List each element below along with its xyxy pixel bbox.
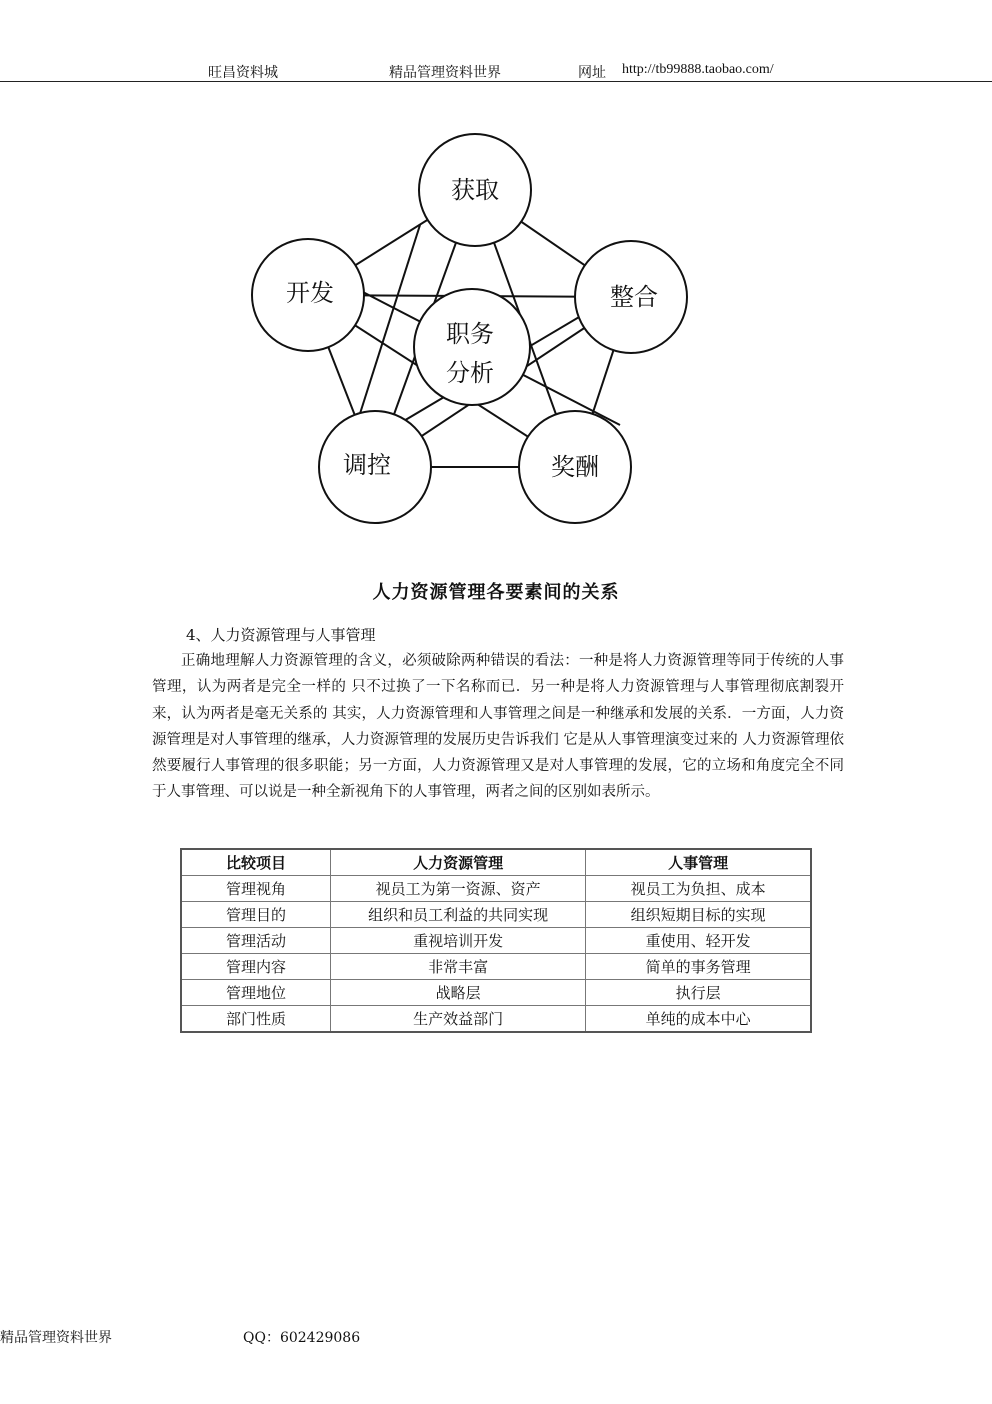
table-row <box>181 876 811 902</box>
header-site-name: 旺昌资料城 <box>208 65 278 81</box>
label-bottom-right: 奖酬 <box>551 453 599 481</box>
table-cell: 视员工为第一资源、资产 <box>331 876 586 902</box>
table-cell: 重使用、轻开发 <box>586 928 811 954</box>
table-cell: 战略层 <box>331 980 586 1006</box>
table-cell: 重视培训开发 <box>331 928 586 954</box>
diagram-svg <box>230 125 710 565</box>
page-header <box>0 60 992 82</box>
table-row <box>181 1006 811 1033</box>
table-cell: 组织和员工利益的共同实现 <box>331 902 586 928</box>
header-divider <box>0 81 992 82</box>
header-url-label: 网址 <box>578 65 606 81</box>
diagram-caption: 人力资源管理各要素间的关系 <box>372 582 620 603</box>
table-cell: 生产效益部门 <box>331 1006 586 1033</box>
table-cell: 单纯的成本中心 <box>586 1006 811 1033</box>
label-left: 开发 <box>286 279 334 307</box>
table-header-cell: 人事管理 <box>586 849 811 876</box>
table-cell: 执行层 <box>586 980 811 1006</box>
label-center-line2: 分析 <box>446 359 494 387</box>
table-cell: 简单的事务管理 <box>586 954 811 980</box>
table-row <box>181 902 811 928</box>
footer-tagline: 精品管理资料世界 <box>0 1330 112 1346</box>
table-cell: 管理地位 <box>181 980 331 1006</box>
table-cell: 非常丰富 <box>331 954 586 980</box>
comparison-table <box>180 848 812 1033</box>
table-cell: 组织短期目标的实现 <box>586 902 811 928</box>
label-center-line1: 职务 <box>446 320 494 348</box>
table-cell: 管理目的 <box>181 902 331 928</box>
table-cell: 管理活动 <box>181 928 331 954</box>
hrm-elements-diagram <box>230 125 710 565</box>
label-bottom-left: 调控 <box>343 451 391 479</box>
table-cell: 视员工为负担、成本 <box>586 876 811 902</box>
table-row <box>181 980 811 1006</box>
header-tagline: 精品管理资料世界 <box>389 65 501 81</box>
table-cell: 部门性质 <box>181 1006 331 1033</box>
table-row <box>181 928 811 954</box>
label-right: 整合 <box>610 283 658 311</box>
footer-qq: QQ：602429086 <box>243 1330 361 1346</box>
table-header-row <box>181 849 811 876</box>
label-top: 获取 <box>451 176 499 204</box>
table-cell: 管理视角 <box>181 876 331 902</box>
table-row <box>181 954 811 980</box>
section-heading: 4、人力资源管理与人事管理 <box>186 626 376 644</box>
table-header-cell: 比较项目 <box>181 849 331 876</box>
header-url[interactable]: http://tb99888.taobao.com/ <box>622 62 774 77</box>
table-header-cell: 人力资源管理 <box>331 849 586 876</box>
body-paragraph: 正确地理解人力资源管理的含义，必须破除两种错误的看法：一种是将人力资源管理等同于传统的人事管理，认为两者是完全一样的 只不过换了一下名称而已．另一种是将人力资源管理与人事管理彻底割裂开来，认为两者是毫无关系的 其实，人力资源管理和人事管理之间是一种继承和发展的关系．一方面，人力资源管理是对人事管理的继承，人力资源管理的发展历史告诉我们 它是从人事管理演变过来的 人力资源管理依然要履行人事管理的很多职能；另一方面，人力资源管理又是对人事管理的发展，它的立场和角度完全不同于人事管理、可以说是一种全新视角下的人事管理，两者之间的区别如表所示。 <box>152 653 844 801</box>
table-cell: 管理内容 <box>181 954 331 980</box>
